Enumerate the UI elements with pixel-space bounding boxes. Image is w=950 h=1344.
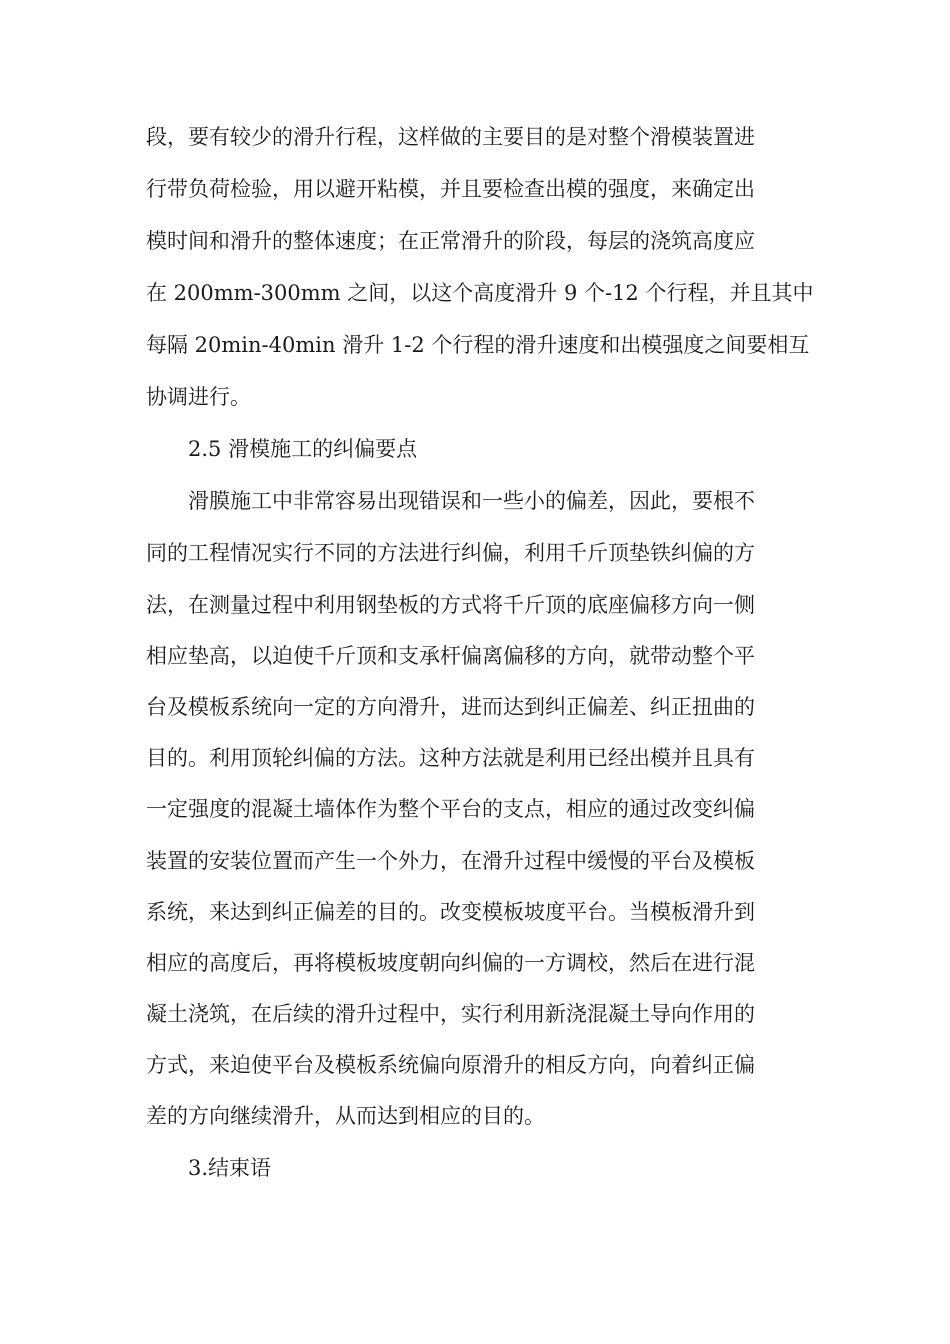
paragraph-line: 系统，来达到纠正偏差的目的。改变模板坡度平台。当模板滑升到 <box>146 900 755 924</box>
paragraph-line: 台及模板系统向一定的方向滑升，进而达到纠正偏差、纠正扭曲的 <box>146 695 755 719</box>
paragraph-line: 差的方向继续滑升，从而达到相应的目的。 <box>146 1104 545 1128</box>
paragraph-line: 相应垫高，以迫使千斤顶和支承杆偏离偏移的方向，就带动整个平 <box>146 644 755 668</box>
paragraph-line: 方式，来迫使平台及模板系统偏向原滑升的相反方向，向着纠正偏 <box>146 1053 755 1077</box>
paragraph-line: 模时间和滑升的整体速度；在正常滑升的阶段，每层的浇筑高度应 <box>146 229 755 253</box>
paragraph-line: 法，在测量过程中利用钢垫板的方式将千斤顶的底座偏移方向一侧 <box>146 593 755 617</box>
section-heading: 2.5 滑模施工的纠偏要点 <box>188 437 418 461</box>
paragraph-line: 目的。利用顶轮纠偏的方法。这种方法就是利用已经出模并且具有 <box>146 746 755 770</box>
paragraph-line: 滑膜施工中非常容易出现错误和一些小的偏差，因此，要根不 <box>188 489 755 513</box>
paragraph-line: 段，要有较少的滑升行程，这样做的主要目的是对整个滑模装置进 <box>146 125 755 149</box>
paragraph-line: 装置的安装位置而产生一个外力，在滑升过程中缓慢的平台及模板 <box>146 849 755 873</box>
paragraph-line: 在 200mm-300mm 之间，以这个高度滑升 9 个-12 个行程，并且其中 <box>146 281 814 305</box>
paragraph-line: 一定强度的混凝土墙体作为整个平台的支点，相应的通过改变纠偏 <box>146 797 755 821</box>
paragraph-line: 每隔 20min-40min 滑升 1-2 个行程的滑升速度和出模强度之间要相互 <box>146 333 810 357</box>
paragraph-line: 凝土浇筑，在后续的滑升过程中，实行利用新浇混凝土导向作用的 <box>146 1002 755 1026</box>
paragraph-line: 行带负荷检验，用以避开粘模，并且要检查出模的强度，来确定出 <box>146 177 755 201</box>
paragraph-line: 相应的高度后，再将模板坡度朝向纠偏的一方调校，然后在进行混 <box>146 951 755 975</box>
paragraph-line: 同的工程情况实行不同的方法进行纠偏，利用千斤顶垫铁纠偏的方 <box>146 541 755 565</box>
paragraph-line: 协调进行。 <box>146 385 251 409</box>
section-heading: 3.结束语 <box>188 1156 272 1180</box>
